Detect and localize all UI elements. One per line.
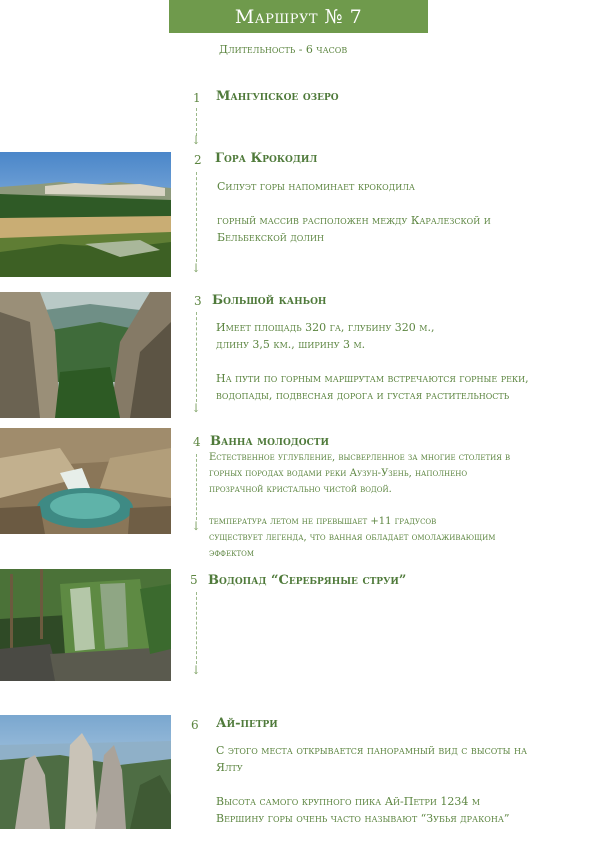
section-4-description [209,450,510,562]
text-line: С этого места открывается панорамный вид с высоты на [216,744,528,757]
section-4-number: 4 [193,435,201,449]
text-line [216,776,527,793]
down-arrow-icon: ↓ [191,519,202,533]
text-line: Вершину горы очень часто называют “Зубья дракона” [216,812,510,825]
down-arrow-icon: ↓ [191,261,202,275]
text-line [217,195,491,212]
text-line: Ялту [216,761,243,774]
text-line [209,498,510,514]
text-line [216,353,529,370]
photo-crocodile-mountain [0,152,171,277]
section-6-description [216,742,527,827]
text-line: прозрачной кристально чистой водой. [209,484,392,495]
photo-silver-streams-waterfall [0,569,171,681]
text-line: Бельбекской долин [217,231,324,244]
text-line: Силуэт горы напоминает крокодила [217,180,415,193]
section-6-number: 6 [191,718,199,732]
duration-text: Длительность - 6 часов [219,43,348,56]
text-line: температура летом не превышает +11 градусов [209,516,437,527]
section-5-title: Водопад “Серебряные струи” [208,573,407,588]
down-arrow-icon: ↓ [191,663,202,677]
text-line: Естественное углубление, высверленное за многие столетия в [209,452,511,463]
text-line: Высота самого крупного пика Ай-Петри 1234 м [216,795,481,808]
connector-line-5 [196,592,197,664]
text-line: горных породах водами реки Аузун-Узень, наполнено [209,468,468,479]
connector-line-4 [196,454,197,520]
connector-line-1 [196,108,197,136]
text-line: длину 3,5 км., ширину 3 м. [216,338,366,351]
section-4-title: Ванна молодости [210,434,329,449]
section-5-number: 5 [190,573,198,587]
down-arrow-icon: ↓ [191,401,202,415]
photo-ai-petri [0,715,171,829]
down-arrow-icon: ↓ [191,133,202,147]
text-line: горный массив расположен между Каралезской и [217,214,491,227]
photo-bath-of-youth [0,428,171,534]
text-line: водопады, подвесная дорога и густая растительность [216,389,510,402]
section-6-title: Ай-петри [216,716,278,731]
connector-line-2 [196,172,197,262]
route-title: Маршрут № 7 [234,5,363,28]
connector-line-3 [196,312,197,402]
section-1-number: 1 [193,91,201,105]
text-line: Имеет площадь 320 га, глубину 320 м., [216,321,435,334]
section-3-number: 3 [194,294,202,308]
photo-grand-canyon [0,292,171,418]
text-line: существует легенда, что ванная обладает омолаживающим [209,532,496,543]
text-line: На пути по горным маршрутам встречаются горные реки, [216,372,529,385]
section-1-title: Мангупское озеро [216,89,339,104]
section-2-description [217,178,491,246]
text-line: эффектом [209,548,255,559]
route-title-banner [169,0,428,33]
section-3-description [216,319,529,404]
section-2-number: 2 [194,153,202,167]
section-2-title: Гора Крокодил [215,151,318,166]
section-3-title: Большой каньон [212,293,327,308]
